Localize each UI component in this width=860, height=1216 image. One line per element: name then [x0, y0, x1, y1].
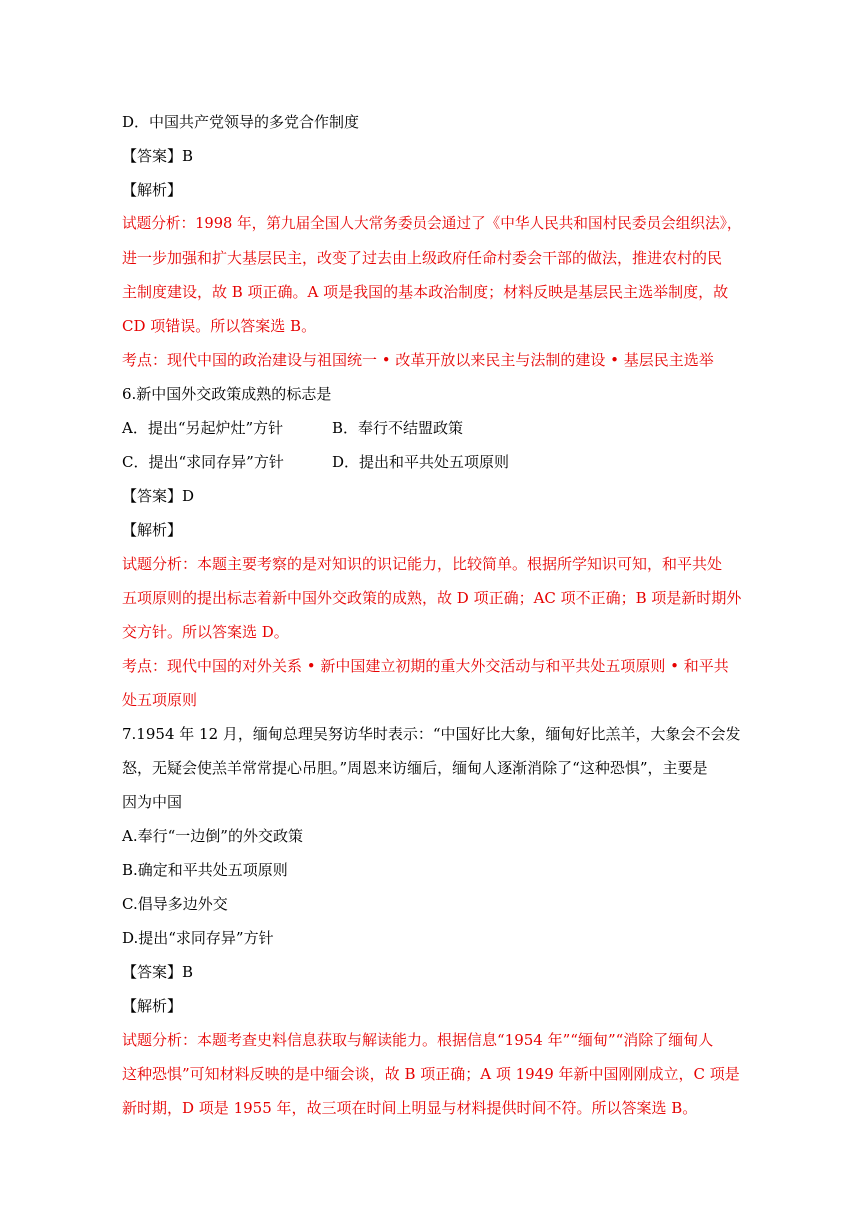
q7-analysis-line: 这种恐惧”可知材料反映的是中缅会谈，故 B 项正确；A 项 1949 年新中国刚刚成立，C 项是	[122, 1065, 740, 1083]
q6-option-c: C．提出“求同存异”方针	[122, 453, 284, 471]
q5-analysis-line: 主制度建设，故 B 项正确。A 项是我国的基本政治制度；材料反映是基层民主选举制度，故	[122, 283, 729, 301]
q6-option-a: A．提出“另起炉灶”方针	[122, 419, 284, 437]
q6-options-cd	[122, 452, 742, 472]
q6-stem: 6.新中国外交政策成熟的标志是	[122, 385, 332, 403]
q7-option-d: D.提出“求同存异”方针	[122, 929, 274, 947]
q6-options-ab	[122, 418, 742, 438]
q6-analysis-line: 五项原则的提出标志着新中国外交政策的成熟，故 D 项正确；AC 项不正确；B 项是新时期外	[122, 589, 742, 607]
q6-kaodian-line: 处五项原则	[122, 691, 198, 709]
q6-analysis-line: 试题分析：本题主要考察的是对知识的识记能力，比较简单。根据所学知识可知，和平共处	[122, 555, 723, 573]
q7-answer: 【答案】B	[122, 963, 194, 981]
q6-analysis-label: 【解析】	[122, 521, 183, 539]
q5-analysis-label: 【解析】	[122, 181, 183, 199]
q5-analysis-line: 试题分析：1998 年，第九届全国人大常务委员会通过了《中华人民共和国村民委员会组织法》，	[122, 215, 742, 232]
q6-option-d: D．提出和平共处五项原则	[332, 453, 510, 471]
q5-analysis-line: 进一步加强和扩大基层民主，改变了过去由上级政府任命村委会干部的做法，推进农村的民	[122, 249, 723, 267]
q7-analysis-label: 【解析】	[122, 997, 183, 1015]
q7-stem-line: 因为中国	[122, 793, 183, 811]
q5-analysis-line: CD 项错误。所以答案选 B。	[122, 317, 317, 335]
q6-option-b: B．奉行不结盟政策	[332, 419, 464, 437]
q7-option-c: C.倡导多边外交	[122, 895, 228, 913]
q7-option-a: A.奉行“一边倒”的外交政策	[122, 827, 303, 845]
q5-option-d: D．中国共产党领导的多党合作制度	[122, 113, 360, 131]
q6-kaodian-line: 考点：现代中国的对外关系 • 新中国建立初期的重大外交活动与和平共处五项原则 • 和平共	[122, 657, 729, 675]
q7-analysis-line: 试题分析：本题考查史料信息获取与解读能力。根据信息“1954 年”“缅甸”“消除了缅甸人	[122, 1031, 714, 1049]
q7-stem-line: 7.1954 年 12 月，缅甸总理吴努访华时表示：“中国好比大象，缅甸好比羔羊，大象会不会发	[122, 725, 741, 743]
q7-analysis-line: 新时期，D 项是 1955 年，故三项在时间上明显与材料提供时间不符。所以答案选 B。	[122, 1099, 698, 1117]
q6-analysis-line: 交方针。所以答案选 D。	[122, 623, 289, 641]
q5-kaodian: 考点：现代中国的政治建设与祖国统一 • 改革开放以来民主与法制的建设 • 基层民主选举	[122, 351, 714, 369]
q7-stem-line: 怒，无疑会使羔羊常常提心吊胆。”周恩来访缅后，缅甸人逐渐消除了“这种恐惧”，主要是	[122, 759, 708, 777]
q5-answer: 【答案】B	[122, 147, 194, 165]
q7-option-b: B.确定和平共处五项原则	[122, 861, 288, 879]
q6-answer: 【答案】D	[122, 487, 195, 505]
